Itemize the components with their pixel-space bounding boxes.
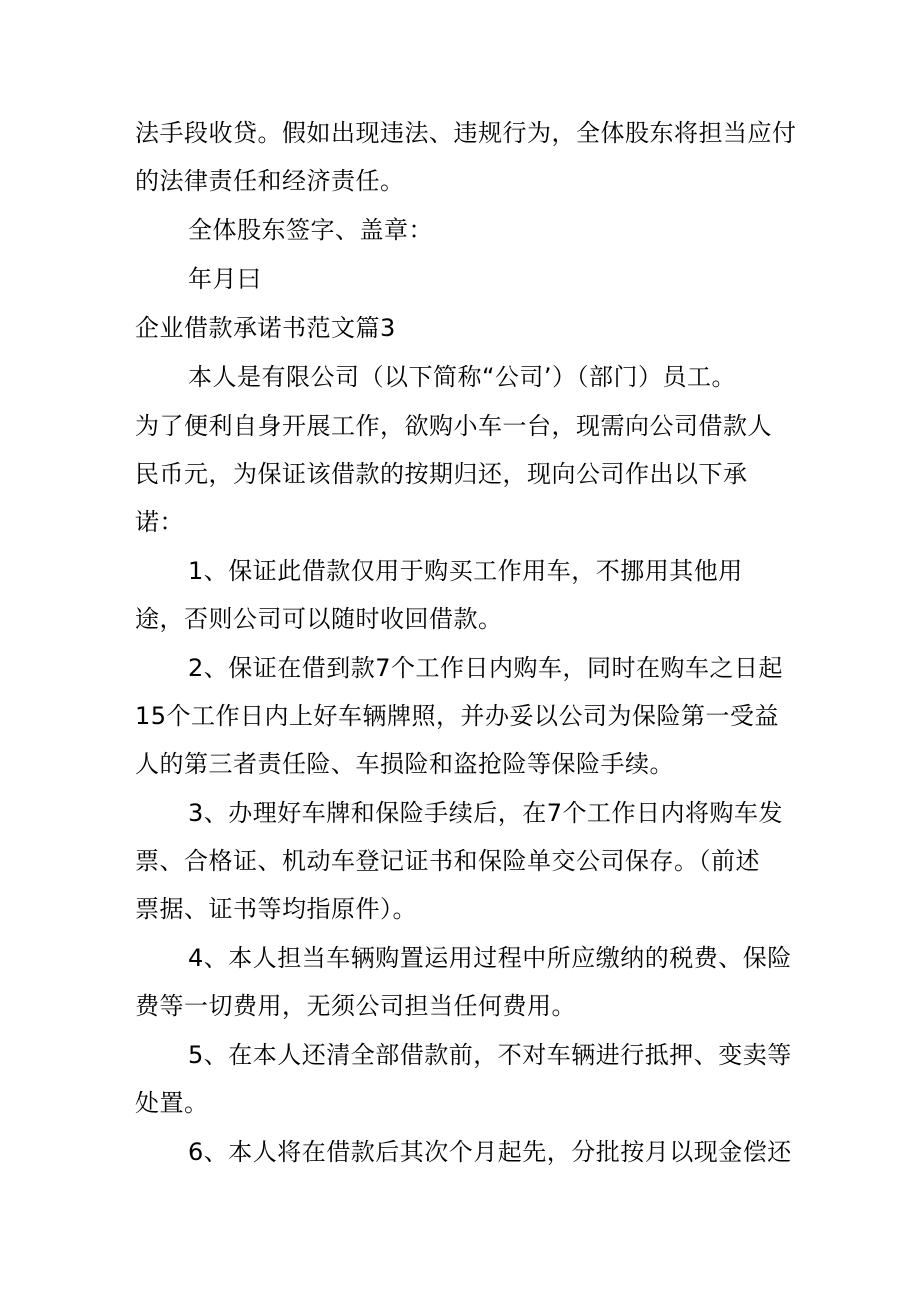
list-item-5: 5、在本人还清全部借款前，不对车辆进行抵押、变卖等 <box>188 1041 792 1069</box>
list-item-3-cont: 票、合格证、机动车登记证书和保险单交公司保存。（前述 <box>135 847 760 875</box>
body-text-line: 法手段收贷。假如出现违法、违规行为，全体股东将担当应付 <box>135 119 797 147</box>
date-label: 年月曰 <box>188 265 262 293</box>
body-text-line: 的法律责任和经济责任。 <box>135 167 405 195</box>
list-item-3: 3、办理好车牌和保险手续后，在7个工作日内将购车发 <box>188 799 784 827</box>
signature-label: 全体股东签字、盖章： <box>188 216 433 244</box>
list-item-3-cont: 票据、证书等均指原件）。 <box>135 895 417 923</box>
list-item-2: 2、保证在借到款7个工作日内购车，同时在购车之日起 <box>188 654 784 682</box>
list-item-4-cont: 费等一切费用，无须公司担当任何费用。 <box>135 992 576 1020</box>
list-item-5-cont: 处置。 <box>135 1089 209 1117</box>
body-text-line: 本人是有限公司（以下简称“公司’）（部门）员工。 <box>188 363 737 391</box>
list-item-1-cont: 途，否则公司可以随时收回借款。 <box>135 605 503 633</box>
body-text-line: 诺： <box>135 508 184 536</box>
list-item-2-cont: 15个工作日内上好车辆牌照，并办妥以公司为保险第一受益 <box>135 702 780 730</box>
body-text-line: 民币元，为保证该借款的按期归还，现向公司作出以下承 <box>135 460 748 488</box>
list-item-1: 1、保证此借款仅用于购买工作用车，不挪用其他用 <box>188 557 743 585</box>
section-heading: 企业借款承诺书范文篇3 <box>135 314 396 342</box>
list-item-6: 6、本人将在借款后其次个月起先，分批按月以现金偿还 <box>188 1138 792 1166</box>
list-item-2-cont: 人的第三者责任险、车损险和盗抢险等保险手续。 <box>135 750 674 778</box>
list-item-4: 4、本人担当车辆购置运用过程中所应缴纳的税费、保险 <box>188 944 792 972</box>
body-text-line: 为了便利自身开展工作，欲购小车一台，现需向公司借款人 <box>135 412 772 440</box>
